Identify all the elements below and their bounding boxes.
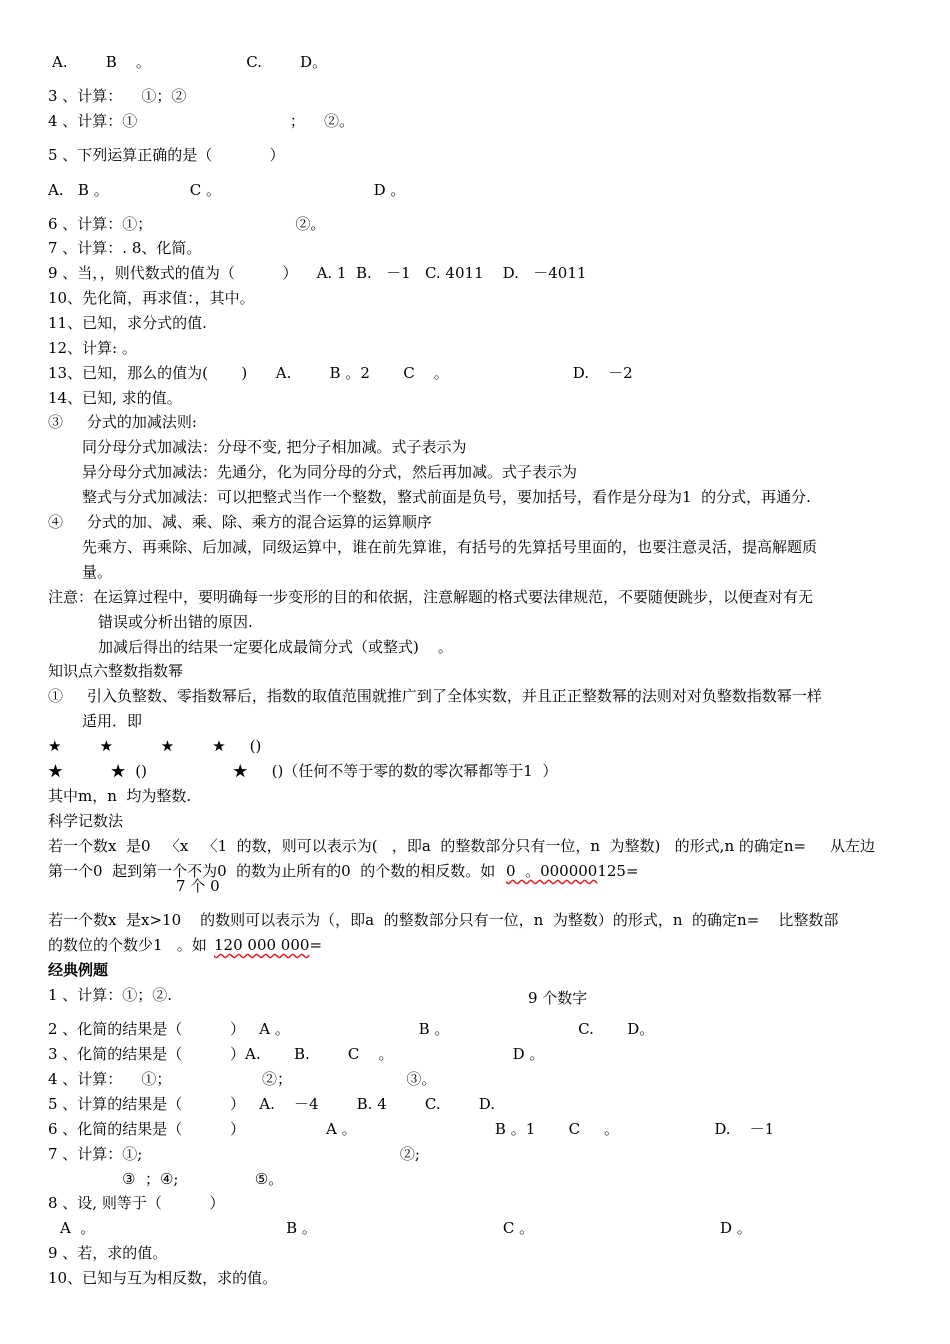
text-line: A 。 B 。 C 。 D 。	[60, 1219, 752, 1237]
text-line: A. B 。 C 。 D 。	[48, 181, 406, 199]
sci-example-large-tail: =	[309, 936, 323, 954]
text-line: 注意：在运算过程中，要明确每一步变形的目的和依据，注意解题的格式要法律规范，不要随便跳步，以便查对有无	[48, 588, 814, 606]
text-line: 9 、若，求的值。	[48, 1244, 168, 1262]
sci-example-large-underlined: 120 000 000	[214, 936, 310, 954]
section-heading-classic-examples: 经典例题	[48, 961, 109, 979]
text-line: 5 、计算的结果是（ ） A. －4 B. 4 C. D.	[48, 1095, 496, 1113]
text-line: 异分母分式加减法：先通分，化为同分母的分式，然后再加减。式子表示为	[82, 463, 578, 481]
text-line: ④ 分式的加、减、乘、除、乘方的混合运算的运算顺序	[48, 513, 432, 531]
text-line: 其中m，n 均为整数.	[48, 787, 192, 805]
text-line: ① 引入负整数、零指数幂后，指数的取值范围就推广到了全体实数，并且正正整数幂的法则对对负整数指数幂一样	[48, 687, 822, 705]
text-line: ★ ★ ★ ★ ()	[48, 737, 262, 755]
text-line: 9 个数字	[528, 989, 588, 1007]
text-line: 适用．即	[82, 712, 143, 730]
text-line: 量。	[82, 563, 113, 581]
text-line: 4 、计算：① ； ②。	[48, 112, 354, 130]
text-line: 7 、计算：. 8、化简。	[48, 239, 202, 257]
text-line: A. B 。 C. D。	[52, 53, 328, 71]
text-line: 10、已知与互为相反数，求的值。	[48, 1269, 278, 1287]
text-line: 12、计算: 。	[48, 339, 137, 357]
text-line: 同分母分式加减法：分母不变, 把分子相加减。式子表示为	[82, 438, 467, 456]
text-line: ③ ；④; ⑤。	[122, 1170, 284, 1188]
text-line: 若一个数x 是0 〈x 〈1 的数，则可以表示为( ，即a 的整数部分只有一位，n 为整数) 的形式,n 的确定n= 从左边	[48, 837, 875, 855]
text-line: 7 个 0	[176, 877, 220, 895]
sci-example-small	[506, 861, 639, 881]
text-line: 错误或分析出错的原因.	[98, 613, 253, 631]
text-line: 整式与分式加减法：可以把整式当作一个整数，整式前面是负号，要加括号，看作是分母为1 的分式，再通分.	[82, 488, 811, 506]
text-line: 10、先化简，再求值：，其中。	[48, 289, 255, 307]
text-line: 加减后得出的结果一定要化成最简分式（或整式) 。	[98, 638, 453, 656]
text-line: 11、已知，求分式的值.	[48, 314, 207, 332]
sci-example-large	[214, 935, 322, 955]
text-line: 4 、计算： ①； ②； ③。	[48, 1070, 437, 1088]
text-line: 5 、下列运算正确的是（ ）	[48, 146, 285, 164]
text-line: 2 、化简的结果是（ ） A 。 B 。 C. D。	[48, 1020, 655, 1038]
text-line: ③ 分式的加减法则:	[48, 413, 197, 431]
text-line: 3 、计算： ①；②	[48, 87, 187, 105]
text-line: 的数位的个数少1 。如	[48, 936, 207, 954]
text-line: 先乘方、再乘除、后加减，同级运算中，谁在前先算谁，有括号的先算括号里面的，也要注意灵活，提高解题质	[82, 538, 818, 556]
text-line: 14、已知, 求的值。	[48, 389, 182, 407]
text-line: 3 、化简的结果是（ ）A. B. C 。 D 。	[48, 1045, 545, 1063]
text-line: 1 、计算：①；②.	[48, 986, 173, 1004]
text-line: ★ ★ () ★ ()（任何不等于零的数的零次幂都等于1 ）	[48, 762, 558, 780]
sci-example-small-underlined: 0 。000000	[506, 862, 598, 880]
text-line: 科学记数法	[48, 812, 124, 830]
text-line: 13、已知，那么的值为( ) A. B 。2 C 。 D. －2	[48, 364, 633, 382]
text-line: 7 、计算：①; ②;	[48, 1145, 420, 1163]
text-line: 9 、当，，则代数式的值为（ ） A. 1 B. －1 C. 4011 D. －4011	[48, 264, 587, 282]
text-line: 若一个数x 是x>10 的数则可以表示为（，即a 的整数部分只有一位，n 为整数）的形式，n 的确定n= 比整数部	[48, 911, 839, 929]
sci-example-small-tail: 125=	[597, 862, 639, 880]
text-line: 6 、化简的结果是（ ） A 。 B 。1 C 。 D. －1	[48, 1120, 775, 1138]
text-line: 第一个0 起到第一个不为0 的数为止所有的0 的个数的相反数。如	[48, 862, 496, 880]
text-line: 知识点六整数指数幂	[48, 662, 184, 680]
text-line: 6 、计算：①； ②。	[48, 215, 326, 233]
text-line: 8 、设, 则等于（ ）	[48, 1194, 225, 1212]
